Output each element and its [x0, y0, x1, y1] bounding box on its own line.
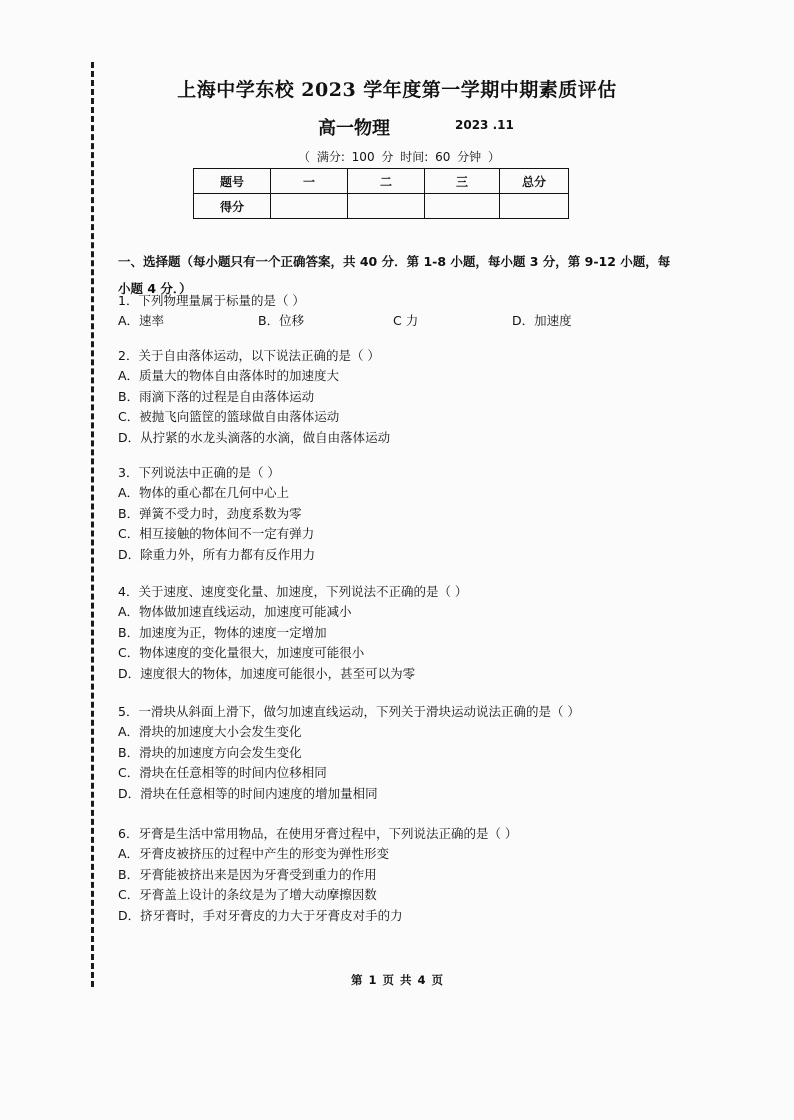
option-c: C．牙膏盖上设计的条纹是为了增大动摩擦因数	[118, 887, 377, 902]
score-cell: 总分	[500, 169, 569, 194]
option-a: A．物体做加速直线运动，加速度可能减小	[118, 604, 352, 619]
score-cell: 一	[271, 169, 348, 194]
question-stem: 6．牙膏是生活中常用物品，在使用牙膏过程中，下列说法正确的是（ ）	[118, 826, 518, 841]
option-d: D．挤牙膏时，手对牙膏皮的力大于牙膏皮对手的力	[118, 907, 403, 923]
option-c: C．被抛飞向篮筐的篮球做自由落体运动	[118, 409, 340, 424]
option-b: B．雨滴下落的过程是自由落体运动	[118, 388, 315, 404]
page-footer: 第 1 页 共 4 页	[350, 973, 444, 987]
option-a: A．质量大的物体自由落体时的加速度大	[118, 368, 340, 383]
option-b: B．牙膏能被挤出来是因为牙膏受到重力的作用	[118, 866, 377, 882]
score-input-cell[interactable]	[271, 194, 348, 219]
option-c: C 力	[393, 313, 419, 328]
question-stem: 3．下列说法中正确的是（ ）	[118, 465, 280, 480]
option-a: A．物体的重心都在几何中心上	[118, 485, 290, 500]
score-input-cell[interactable]	[500, 194, 569, 219]
question-4	[118, 582, 467, 684]
option-c: C．物体速度的变化量很大，加速度可能很小	[118, 645, 365, 660]
option-b: B．弹簧不受力时，劲度系数为零	[118, 505, 302, 521]
option-d: D．从拧紧的水龙头滴落的水滴，做自由落体运动	[118, 429, 391, 445]
question-5	[118, 702, 580, 804]
score-cell: 二	[348, 169, 425, 194]
question-1-options	[118, 311, 638, 331]
exam-title: 上海中学东校 2023 学年度第一学期中期素质评估	[177, 79, 617, 101]
score-table-score-row	[194, 194, 569, 219]
question-3	[118, 463, 315, 565]
exam-meta: （ 满分: 100 分 时间: 60 分钟 ）	[298, 150, 500, 164]
score-table	[193, 168, 569, 219]
option-b: B．滑块的加速度方向会发生变化	[118, 744, 302, 760]
option-d: D．除重力外，所有力都有反作用力	[118, 546, 316, 562]
option-d: D．滑块在任意相等的时间内速度的增加量相同	[118, 785, 378, 801]
question-6	[118, 824, 517, 926]
score-table-header-row	[194, 169, 569, 194]
score-cell: 题号	[194, 169, 271, 194]
question-stem: 5．一滑块从斜面上滑下，做匀加速直线运动，下列关于滑块运动说法正确的是（ ）	[118, 704, 580, 719]
binding-margin-dashed-line	[91, 62, 94, 987]
score-cell: 得分	[194, 194, 271, 219]
option-a: A．速率	[118, 313, 165, 328]
exam-date: 2023 .11	[455, 118, 514, 132]
option-c: C．相互接触的物体间不一定有弹力	[118, 526, 315, 541]
question-stem: 1．下列物理量属于标量的是（ ）	[118, 293, 305, 308]
score-input-cell[interactable]	[425, 194, 500, 219]
score-cell: 三	[425, 169, 500, 194]
question-stem: 2．关于自由落体运动，以下说法正确的是（ ）	[118, 348, 380, 363]
option-d: D．速度很大的物体，加速度可能很小，甚至可以为零	[118, 665, 416, 681]
question-2	[118, 346, 390, 448]
question-stem: 4．关于速度、速度变化量、加速度，下列说法不正确的是（ ）	[118, 584, 468, 599]
option-d: D．加速度	[512, 313, 572, 328]
option-a: A．牙膏皮被挤压的过程中产生的形变为弹性形变	[118, 846, 390, 861]
option-c: C．滑块在任意相等的时间内位移相同	[118, 765, 327, 780]
option-b: B．加速度为正，物体的速度一定增加	[118, 624, 327, 640]
subject-title: 高一物理	[318, 118, 390, 139]
option-b: B．位移	[258, 313, 305, 328]
score-input-cell[interactable]	[348, 194, 425, 219]
section-heading: 一、选择题（每小题只有一个正确答案，共 40 分．第 1-8 小题，每小题 3 分，第 9-12 小题，每小题 4 分．）	[118, 254, 671, 296]
option-a: A．滑块的加速度大小会发生变化	[118, 724, 302, 739]
question-1	[118, 291, 305, 311]
